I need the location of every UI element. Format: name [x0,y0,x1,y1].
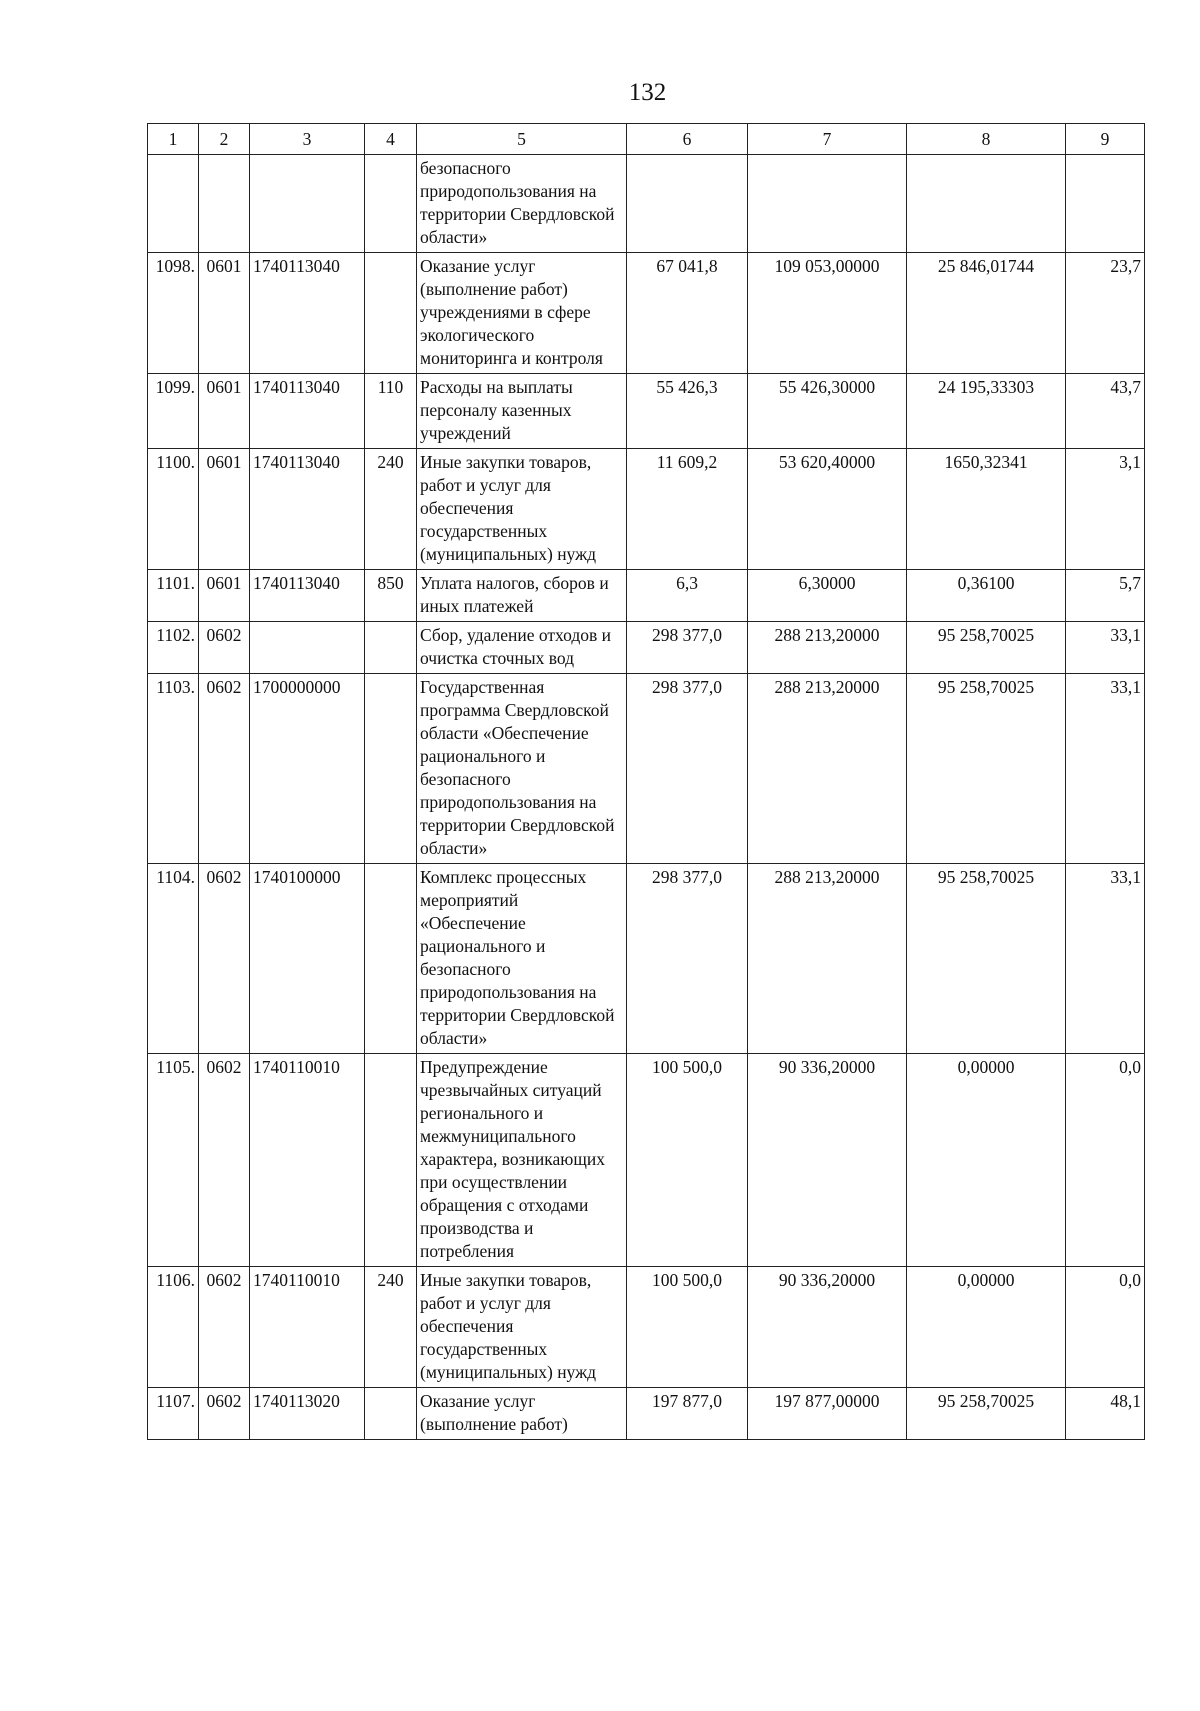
table-row [148,253,1145,374]
expense-type: 110 [365,374,417,449]
value-col-8: 0,00000 [907,1267,1066,1388]
row-number: 1107. [148,1388,199,1440]
value-col-7: 288 213,20000 [748,864,907,1054]
table-row [148,864,1145,1054]
target-code: 1740113040 [250,374,365,449]
value-col-8: 95 258,70025 [907,622,1066,674]
value-col-7: 90 336,20000 [748,1267,907,1388]
item-name: Сбор, удаление отходов и очистка сточных вод [417,622,627,674]
value-col-9: 33,1 [1066,622,1145,674]
value-col-6: 298 377,0 [627,622,748,674]
value-col-6: 55 426,3 [627,374,748,449]
value-col-9 [1066,155,1145,253]
value-col-9: 23,7 [1066,253,1145,374]
expense-type [365,155,417,253]
item-name: Расходы на выплаты персоналу казенных учреждений [417,374,627,449]
value-col-8: 95 258,70025 [907,864,1066,1054]
item-name: Комплекс процессных мероприятий «Обеспечение рационального и безопасного природопользования на территории Свердловской области» [417,864,627,1054]
value-col-9: 0,0 [1066,1054,1145,1267]
value-col-8: 95 258,70025 [907,1388,1066,1440]
table-row [148,1388,1145,1440]
item-name: Иные закупки товаров, работ и услуг для обеспечения государственных (муниципальных) нужд [417,449,627,570]
value-col-8: 95 258,70025 [907,674,1066,864]
target-code [250,155,365,253]
header-cell-2: 2 [199,124,250,155]
section-code: 0601 [199,374,250,449]
value-col-7: 6,30000 [748,570,907,622]
value-col-6: 197 877,0 [627,1388,748,1440]
target-code: 1740113040 [250,570,365,622]
table-row [148,449,1145,570]
header-cell-5: 5 [417,124,627,155]
value-col-6: 6,3 [627,570,748,622]
row-number: 1098. [148,253,199,374]
row-number: 1101. [148,570,199,622]
value-col-6: 67 041,8 [627,253,748,374]
value-col-7: 53 620,40000 [748,449,907,570]
section-code: 0602 [199,864,250,1054]
item-name: Оказание услуг (выполнение работ) [417,1388,627,1440]
header-cell-6: 6 [627,124,748,155]
row-number: 1106. [148,1267,199,1388]
section-code: 0601 [199,570,250,622]
table-row [148,570,1145,622]
expense-type: 240 [365,1267,417,1388]
target-code [250,622,365,674]
item-name: Государственная программа Свердловской области «Обеспечение рационального и безопасного природопользования на территории Свердловской области» [417,674,627,864]
value-col-8: 0,00000 [907,1054,1066,1267]
header-cell-4: 4 [365,124,417,155]
section-code: 0602 [199,1388,250,1440]
target-code: 1740113020 [250,1388,365,1440]
value-col-8: 25 846,01744 [907,253,1066,374]
target-code: 1740110010 [250,1267,365,1388]
item-name: Предупреждение чрезвычайных ситуаций регионального и межмуниципального характера, возникающих при осуществлении обращения с отходами производства и потребления [417,1054,627,1267]
header-cell-9: 9 [1066,124,1145,155]
section-code: 0601 [199,449,250,570]
item-name: безопасного природопользования на территории Свердловской области» [417,155,627,253]
section-code: 0602 [199,1054,250,1267]
value-col-9: 48,1 [1066,1388,1145,1440]
table-row [148,1267,1145,1388]
row-number: 1100. [148,449,199,570]
value-col-6: 100 500,0 [627,1054,748,1267]
item-name: Иные закупки товаров, работ и услуг для обеспечения государственных (муниципальных) нужд [417,1267,627,1388]
value-col-8: 24 195,33303 [907,374,1066,449]
value-col-6: 100 500,0 [627,1267,748,1388]
row-number [148,155,199,253]
expense-type [365,1388,417,1440]
target-code: 1740100000 [250,864,365,1054]
item-name: Уплата налогов, сборов и иных платежей [417,570,627,622]
target-code: 1700000000 [250,674,365,864]
header-cell-1: 1 [148,124,199,155]
value-col-6: 298 377,0 [627,864,748,1054]
expense-type [365,622,417,674]
value-col-8: 0,36100 [907,570,1066,622]
header-cell-8: 8 [907,124,1066,155]
table-row [148,674,1145,864]
value-col-9: 33,1 [1066,674,1145,864]
table-row [148,155,1145,253]
page-number: 132 [628,79,667,106]
section-code: 0602 [199,622,250,674]
value-col-7 [748,155,907,253]
value-col-8: 1650,32341 [907,449,1066,570]
value-col-7: 197 877,00000 [748,1388,907,1440]
header-row [148,124,1145,155]
value-col-9: 33,1 [1066,864,1145,1054]
section-code: 0601 [199,253,250,374]
value-col-6 [627,155,748,253]
expense-type [365,674,417,864]
row-number: 1103. [148,674,199,864]
section-code [199,155,250,253]
budget-table [147,123,1145,1440]
value-col-9: 5,7 [1066,570,1145,622]
header-cell-3: 3 [250,124,365,155]
value-col-6: 11 609,2 [627,449,748,570]
value-col-9: 43,7 [1066,374,1145,449]
table-row [148,374,1145,449]
expense-type [365,864,417,1054]
value-col-7: 288 213,20000 [748,674,907,864]
row-number: 1105. [148,1054,199,1267]
value-col-9: 3,1 [1066,449,1145,570]
value-col-7: 288 213,20000 [748,622,907,674]
target-code: 1740113040 [250,449,365,570]
item-name: Оказание услуг (выполнение работ) учреждениями в сфере экологического мониторинга и контроля [417,253,627,374]
row-number: 1104. [148,864,199,1054]
section-code: 0602 [199,674,250,864]
expense-type [365,253,417,374]
value-col-7: 109 053,00000 [748,253,907,374]
target-code: 1740113040 [250,253,365,374]
expense-type [365,1054,417,1267]
value-col-8 [907,155,1066,253]
value-col-7: 90 336,20000 [748,1054,907,1267]
value-col-9: 0,0 [1066,1267,1145,1388]
expense-type: 240 [365,449,417,570]
table-row [148,1054,1145,1267]
header-cell-7: 7 [748,124,907,155]
row-number: 1099. [148,374,199,449]
expense-type: 850 [365,570,417,622]
row-number: 1102. [148,622,199,674]
target-code: 1740110010 [250,1054,365,1267]
table-row [148,622,1145,674]
value-col-6: 298 377,0 [627,674,748,864]
value-col-7: 55 426,30000 [748,374,907,449]
section-code: 0602 [199,1267,250,1388]
